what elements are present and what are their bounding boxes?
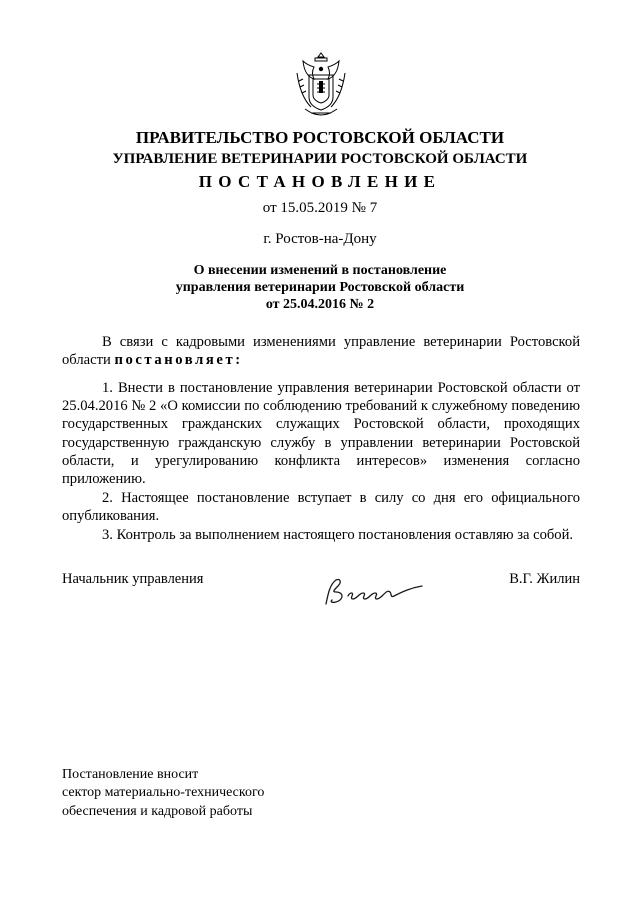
submitter-line: сектор материально-технического (62, 785, 265, 801)
clause-3: 3. Контроль за выполнением настоящего постановления оставляю за собой. (102, 527, 574, 543)
government-title: ПРАВИТЕЛЬСТВО РОСТОВСКОЙ ОБЛАСТИ (135, 128, 505, 147)
subject-line: О внесении изменений в постановление (193, 263, 447, 278)
document-city: г. Ростов-на-Дону (263, 231, 377, 247)
coat-of-arms-icon (293, 51, 349, 119)
preamble-paragraph (62, 333, 580, 369)
signer-name: В.Г. Жилин (509, 571, 580, 587)
subject-line: управления ветеринарии Ростовской области (175, 280, 465, 295)
submitter-note (62, 766, 264, 821)
signer-position: Начальник управления (62, 571, 204, 587)
department-title: УПРАВЛЕНИЕ ВЕТЕРИНАРИИ РОСТОВСКОЙ ОБЛАСТИ (112, 151, 528, 167)
resolution-verb: постановляет: (114, 352, 243, 369)
coat-of-arms-emblem (293, 51, 349, 119)
subject-line: от 25.04.2016 № 2 (265, 297, 375, 312)
clause-2: 2. Настоящее постановление вступает в силу со дня его официального опубликования. (62, 490, 580, 525)
signature-icon (318, 574, 430, 610)
document-type-title: ПОСТАНОВЛЕНИЕ (198, 172, 442, 191)
handwritten-signature (318, 574, 430, 610)
clause-1: 1. Внести в постановление управления ветеринарии Ростовской области от 25.04.2016 № 2 «О комиссии по соблюдению требований к служебному поведению государственных гражданских служащих Ростовской области, проходящих государственную гражданскую службу в управлении ветеринарии Ростовской области, и урегулированию конфликта интересов» изменения согласно приложению. (62, 380, 580, 488)
submitter-line: Постановление вносит (62, 767, 199, 782)
document-subject (60, 262, 580, 313)
submitter-line: обеспечения и кадровой работы (62, 803, 253, 819)
document-date-number: от 15.05.2019 № 7 (262, 200, 378, 216)
preamble-text: В связи с кадровыми изменениями управление ветеринарии Ростовской области (62, 334, 580, 369)
